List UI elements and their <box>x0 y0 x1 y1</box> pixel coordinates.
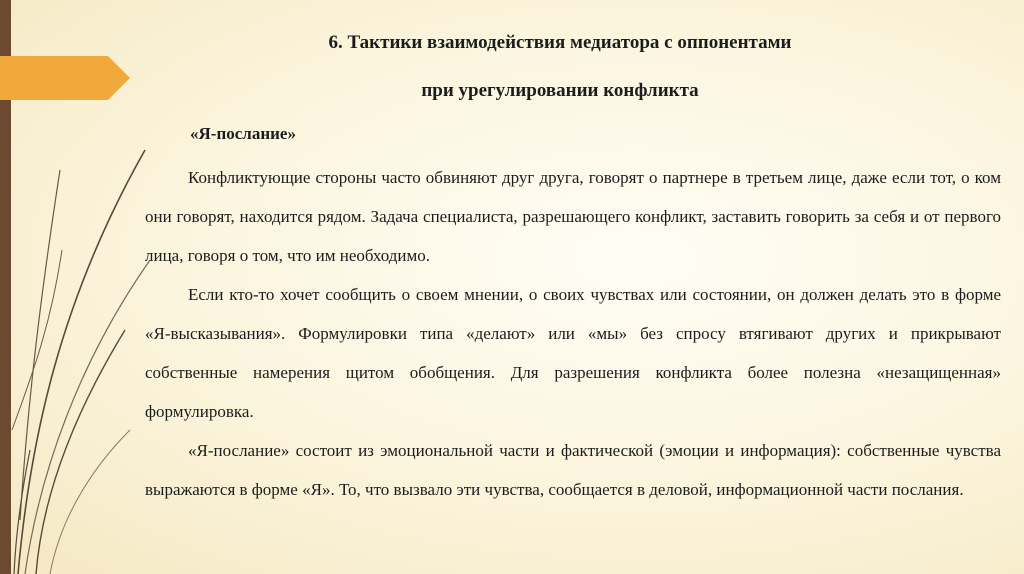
slide-title-line2: при урегулировании конфликта <box>421 80 699 101</box>
paragraph-1: Конфликтующие стороны часто обвиняют друг друга, говорят о партнере в третьем лице, даже если тот, о ком они говорят, находится рядом. Задача специалиста, разрешающего конфликт, заставить говорить за себя и от первого лица, говоря о том, что им необходимо. <box>145 168 1001 265</box>
slide-title-line1: 6. Тактики взаимодействия медиатора с оппонентами <box>328 32 792 53</box>
accent-pennant <box>0 56 130 100</box>
body-text <box>145 158 1001 509</box>
paragraph-2: Если кто-то хочет сообщить о своем мнении, о своих чувствах или состоянии, он должен делать это в форме «Я-высказывания». Формулировки типа «делают» или «мы» без спросу втягивают других и прикрывают собственные намерения щитом обобщения. Для разрешения конфликта более полезна «незащищенная» формулировка. <box>145 285 1001 421</box>
paragraph-3: «Я-послание» состоит из эмоциональной части и фактической (эмоции и информация): собственные чувства выражаются в форме «Я». То, что вызвало эти чувства, сообщается в деловой, информационной части послания. <box>145 441 1001 499</box>
section-subheading: «Я-послание» <box>190 124 296 143</box>
